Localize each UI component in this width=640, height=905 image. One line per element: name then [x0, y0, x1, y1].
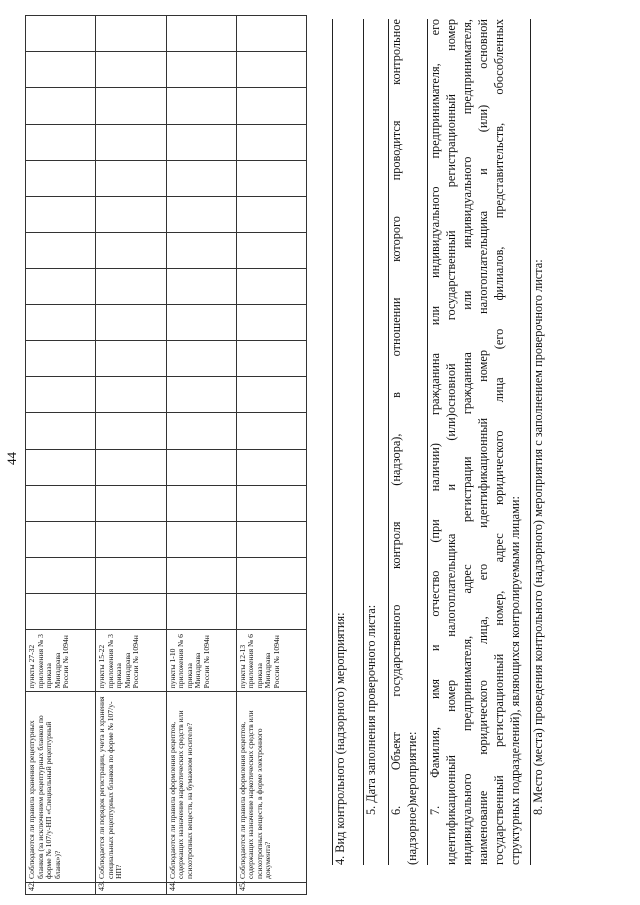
blank-line [380, 19, 389, 865]
answer-cell [26, 305, 96, 341]
answer-cell [236, 521, 306, 557]
blank-line [318, 19, 333, 865]
answer-cell [26, 232, 96, 268]
answer-cell [96, 124, 166, 160]
answer-cell [26, 196, 96, 232]
answer-cell [166, 16, 236, 52]
row-question: Соблюдаются ли правила оформления рецептов, содержащих назначение наркотических средств или психотропных веществ, в форме электронного документа? [236, 692, 306, 883]
answer-cell [96, 594, 166, 630]
blank-line [421, 19, 428, 865]
answer-cell [236, 594, 306, 630]
answer-cell [96, 88, 166, 124]
row-reference: пункты 12-13 приложения № 6 приказа Минздрава России № 1094н [236, 630, 306, 692]
answer-cell [236, 269, 306, 305]
answer-cell [96, 413, 166, 449]
table-row [96, 16, 166, 895]
answer-cell [166, 449, 236, 485]
blank-line [524, 19, 531, 865]
answer-cell [166, 88, 236, 124]
answer-cell [236, 557, 306, 593]
answer-cell [236, 341, 306, 377]
answer-cell [236, 413, 306, 449]
item-5-date: 5. Дата заполнения проверочного листа: [363, 604, 378, 815]
answer-cell [236, 16, 306, 52]
table-row [166, 16, 236, 895]
answer-cell [166, 341, 236, 377]
answer-cell [236, 88, 306, 124]
answer-cell [26, 160, 96, 196]
answer-cell [26, 413, 96, 449]
answer-cell [96, 269, 166, 305]
answer-cell [166, 160, 236, 196]
answer-cell [26, 341, 96, 377]
answer-cell [26, 124, 96, 160]
answer-cell [26, 594, 96, 630]
answer-cell [96, 16, 166, 52]
answer-cell [26, 88, 96, 124]
answer-cell [96, 485, 166, 521]
answer-cell [166, 521, 236, 557]
item-7-line6: структурных подразделений), являющихся контролируемыми лицами: [507, 496, 522, 865]
item-7-line1: 7. Фамилия, имя и отчество (при наличии) гражданина или индивидуального предпринимателя, его [427, 19, 442, 815]
row-number: 45. [236, 882, 306, 894]
answer-cell [96, 196, 166, 232]
answer-cell [166, 594, 236, 630]
answer-cell [26, 521, 96, 557]
row-number: 44. [166, 882, 236, 894]
answer-cell [236, 232, 306, 268]
answer-cell [166, 232, 236, 268]
blank-line [349, 19, 364, 865]
answer-cell [96, 52, 166, 88]
item-6-object-line1: 6. Объект государственного контроля (надзора), в отношении которого проводится контрольное [388, 19, 403, 815]
answer-cell [166, 413, 236, 449]
answer-cell [26, 16, 96, 52]
answer-cell [26, 377, 96, 413]
answer-cell [166, 305, 236, 341]
answer-cell [236, 160, 306, 196]
row-number: 43. [96, 882, 166, 894]
row-question: Соблюдается ли порядок регистрации, учета и хранения специальных рецептурных бланков по форме № 107/у-НП? [96, 692, 166, 883]
answer-cell [96, 305, 166, 341]
page-number: 44 [4, 452, 19, 465]
answer-cell [236, 52, 306, 88]
answer-cell [166, 52, 236, 88]
answer-cell [96, 521, 166, 557]
item-7-line4: наименование юридического лица, его идентификационный номер налогоплательщика и (или) основной [475, 19, 490, 865]
answer-cell [26, 269, 96, 305]
row-question: Соблюдаются ли правила хранения рецептурных бланков (за исключением рецептурных бланков по форме № 107/у-НП «Специальный рецептурный бланк»)? [26, 692, 96, 883]
answer-cell [96, 341, 166, 377]
answer-cell [236, 124, 306, 160]
row-reference: пункты 27-32 приложения № 3 приказа Минздрава России № 1094н [26, 630, 96, 692]
row-question: Соблюдаются ли правила оформления рецептов, содержащих назначение наркотических средств или психотропных веществ, на бумажном носителе? [166, 692, 236, 883]
table-row [26, 16, 96, 895]
item-7-line5: государственный регистрационный номер, адрес юридического лица (его филиалов, представительств, обособленных [491, 19, 506, 865]
answer-cell [236, 377, 306, 413]
item-6-object-line2: (надзорное)мероприятие: [404, 731, 419, 865]
item-8-place: 8. Место (места) проведения контрольного (надзорного) мероприятия с заполнением проверочного листа: [530, 259, 545, 815]
answer-cell [166, 124, 236, 160]
answer-cell [96, 377, 166, 413]
answer-cell [26, 485, 96, 521]
table-row [236, 16, 306, 895]
answer-cell [166, 377, 236, 413]
answer-cell [236, 485, 306, 521]
answer-cell [96, 557, 166, 593]
row-number: 42. [26, 882, 96, 894]
answer-cell [96, 232, 166, 268]
answer-cell [236, 305, 306, 341]
row-reference: пункты 15-22 приложения № 3 приказа Минздрава России № 1094н [96, 630, 166, 692]
document-body [318, 19, 547, 865]
answer-cell [96, 449, 166, 485]
item-4-type: 4. Вид контрольного (надзорного) мероприятия: [333, 612, 347, 865]
answer-cell [236, 196, 306, 232]
answer-cell [166, 269, 236, 305]
answer-cell [166, 557, 236, 593]
item-7-line2: идентификационный номер налогоплательщика и (или)основной государственный регистрационный номер [443, 19, 458, 865]
answer-cell [26, 557, 96, 593]
answer-cell [26, 52, 96, 88]
answer-cell [236, 449, 306, 485]
answer-cell [166, 485, 236, 521]
item-7-line3: индивидуального предпринимателя, адрес регистрации гражданина или индивидуального предпринимателя, [459, 19, 474, 865]
checklist-table [25, 15, 307, 895]
answer-cell [96, 160, 166, 196]
answer-cell [26, 449, 96, 485]
row-reference: пункты 1-10 приложения № 6 приказа Минздрава России № 1094н [166, 630, 236, 692]
answer-cell [166, 196, 236, 232]
